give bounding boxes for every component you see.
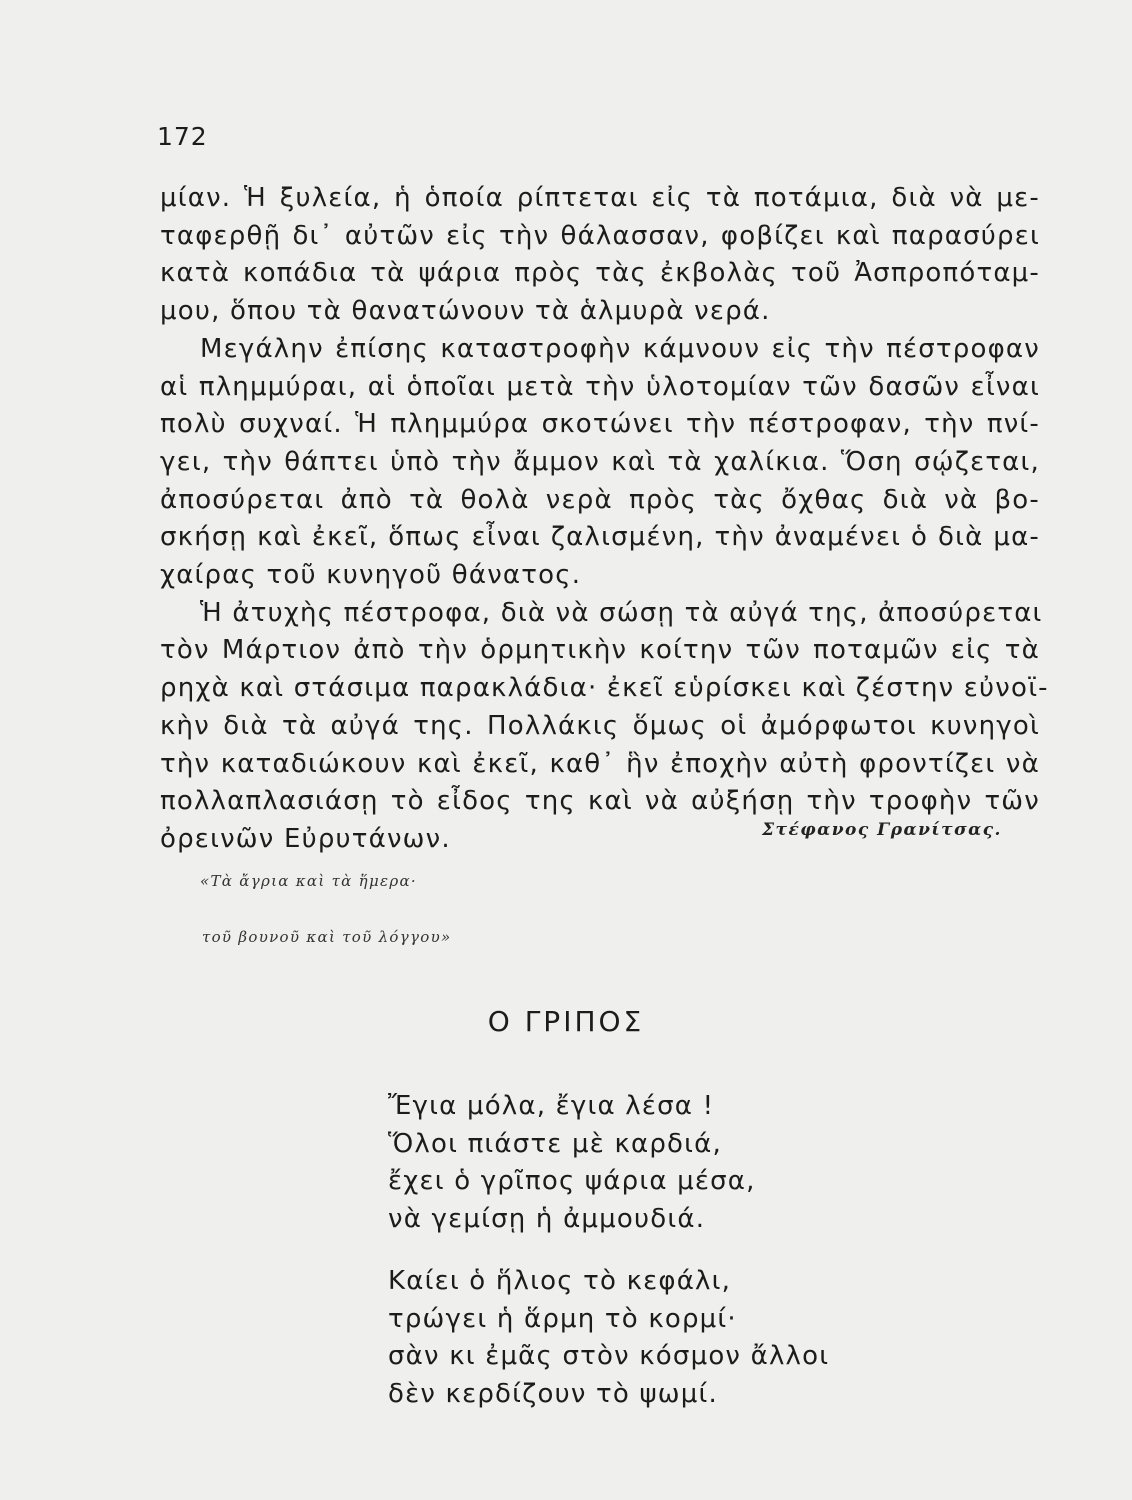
text-line: ταφερθῇ δι᾽ αὐτῶν εἰς τὴν θάλασσαν, φοβίζει καὶ παρασύρει bbox=[160, 220, 1040, 251]
source-line: «Τὰ ἄγρια καὶ τὰ ἥμερα· bbox=[200, 872, 417, 890]
text-line: πολὺ συχναί. Ἡ πλημμύρα σκοτώνει τὴν πέστροφαν, τὴν πνί- bbox=[160, 409, 1040, 440]
text-line: κὴν διὰ τὰ αὐγά της. Πολλάκις ὅμως οἱ ἀμόρφωτοι κυνηγοὶ bbox=[160, 710, 1040, 741]
text-line: γει, τὴν θάπτει ὑπὸ τὴν ἄμμον καὶ τὰ χαλίκια. Ὅση σῴζεται, bbox=[160, 446, 1040, 477]
text-line: χαίρας τοῦ κυνηγοῦ θάνατος. bbox=[160, 560, 582, 591]
verse-line: σὰν κι ἐμᾶς στὸν κόσμον ἄλλοι bbox=[388, 1341, 830, 1371]
text-line: Ἡ ἀτυχὴς πέστροφα, διὰ νὰ σώσῃ τὰ αὐγά της, ἀποσύρεται bbox=[200, 597, 1043, 628]
source-line: τοῦ βουνοῦ καὶ τοῦ λόγγου» bbox=[202, 928, 452, 946]
text-line: ἀποσύρεται ἀπὸ τὰ θολὰ νερὰ πρὸς τὰς ὄχθας διὰ νὰ βο- bbox=[160, 484, 1040, 515]
verse-line: Καίει ὁ ἥλιος τὸ κεφάλι, bbox=[388, 1266, 732, 1296]
text-line: ρηχὰ καὶ στάσιμα παρακλάδια· ἐκεῖ εὑρίσκει καὶ ζέστην εὐνοϊ- bbox=[160, 673, 1049, 704]
paragraph-1 bbox=[160, 180, 1040, 331]
text-line: πολλαπλασιάσῃ τὸ εἶδος της καὶ νὰ αὐξήσῃ τὴν τροφὴν τῶν bbox=[160, 786, 1040, 817]
verse-line: δὲν κερδίζουν τὸ ψωμί. bbox=[388, 1378, 718, 1409]
text-line: ὀρεινῶν Εὐρυτάνων. bbox=[160, 823, 451, 854]
source-citation bbox=[200, 867, 452, 951]
author-signature: Στέφανος Γρανίτσας. bbox=[762, 820, 1002, 840]
verse-line: τρώγει ἡ ἅρμη τὸ κορμί· bbox=[388, 1303, 737, 1334]
poem-stanza-2 bbox=[388, 1263, 829, 1413]
prose-body bbox=[160, 180, 1049, 859]
text-line: αἱ πλημμύραι, αἱ ὁποῖαι μετὰ τὴν ὑλοτομίαν τῶν δασῶν εἶναι bbox=[160, 371, 1040, 402]
text-line: μου, ὅπου τὰ θανατώνουν τὰ ἁλμυρὰ νερά. bbox=[160, 296, 771, 327]
text-line: σκήσῃ καὶ ἐκεῖ, ὅπως εἶναι ζαλισμένη, τὴν ἀναμένει ὁ διὰ μα- bbox=[160, 522, 1040, 553]
verse-line: ἔχει ὁ γρῖπος ψάρια μέσα, bbox=[388, 1166, 756, 1196]
text-line: κατὰ κοπάδια τὰ ψάρια πρὸς τὰς ἐκβολὰς τοῦ Ἀσπροπόταμ- bbox=[160, 258, 1040, 289]
text-line: Μεγάλην ἐπίσης καταστροφὴν κάμνουν εἰς τὴν πέστροφαν bbox=[200, 333, 1040, 364]
verse-line: Ἔγια μόλα, ἔγια λέσα ! bbox=[388, 1091, 715, 1121]
poem-stanza-1 bbox=[388, 1088, 756, 1238]
paragraph-2 bbox=[160, 331, 1040, 595]
text-line: μίαν. Ἡ ξυλεία, ἡ ὁποία ρίπτεται εἰς τὰ ποτάμια, διὰ νὰ με- bbox=[160, 183, 1040, 213]
text-line: τὸν Μάρτιον ἀπὸ τὴν ὁρμητικὴν κοίτην τῶν ποταμῶν εἰς τὰ bbox=[160, 635, 1040, 666]
poem-title: Ο ΓΡΙΠΟΣ bbox=[487, 1005, 645, 1038]
text-line: τὴν καταδιώκουν καὶ ἐκεῖ, καθ᾽ ἣν ἐποχὴν αὐτὴ φροντίζει νὰ bbox=[160, 748, 1040, 779]
page-number: 172 bbox=[157, 122, 208, 151]
verse-line: Ὅλοι πιάστε μὲ καρδιά, bbox=[388, 1128, 722, 1159]
verse-line: νὰ γεμίσῃ ἡ ἀμμουδιά. bbox=[388, 1203, 706, 1234]
